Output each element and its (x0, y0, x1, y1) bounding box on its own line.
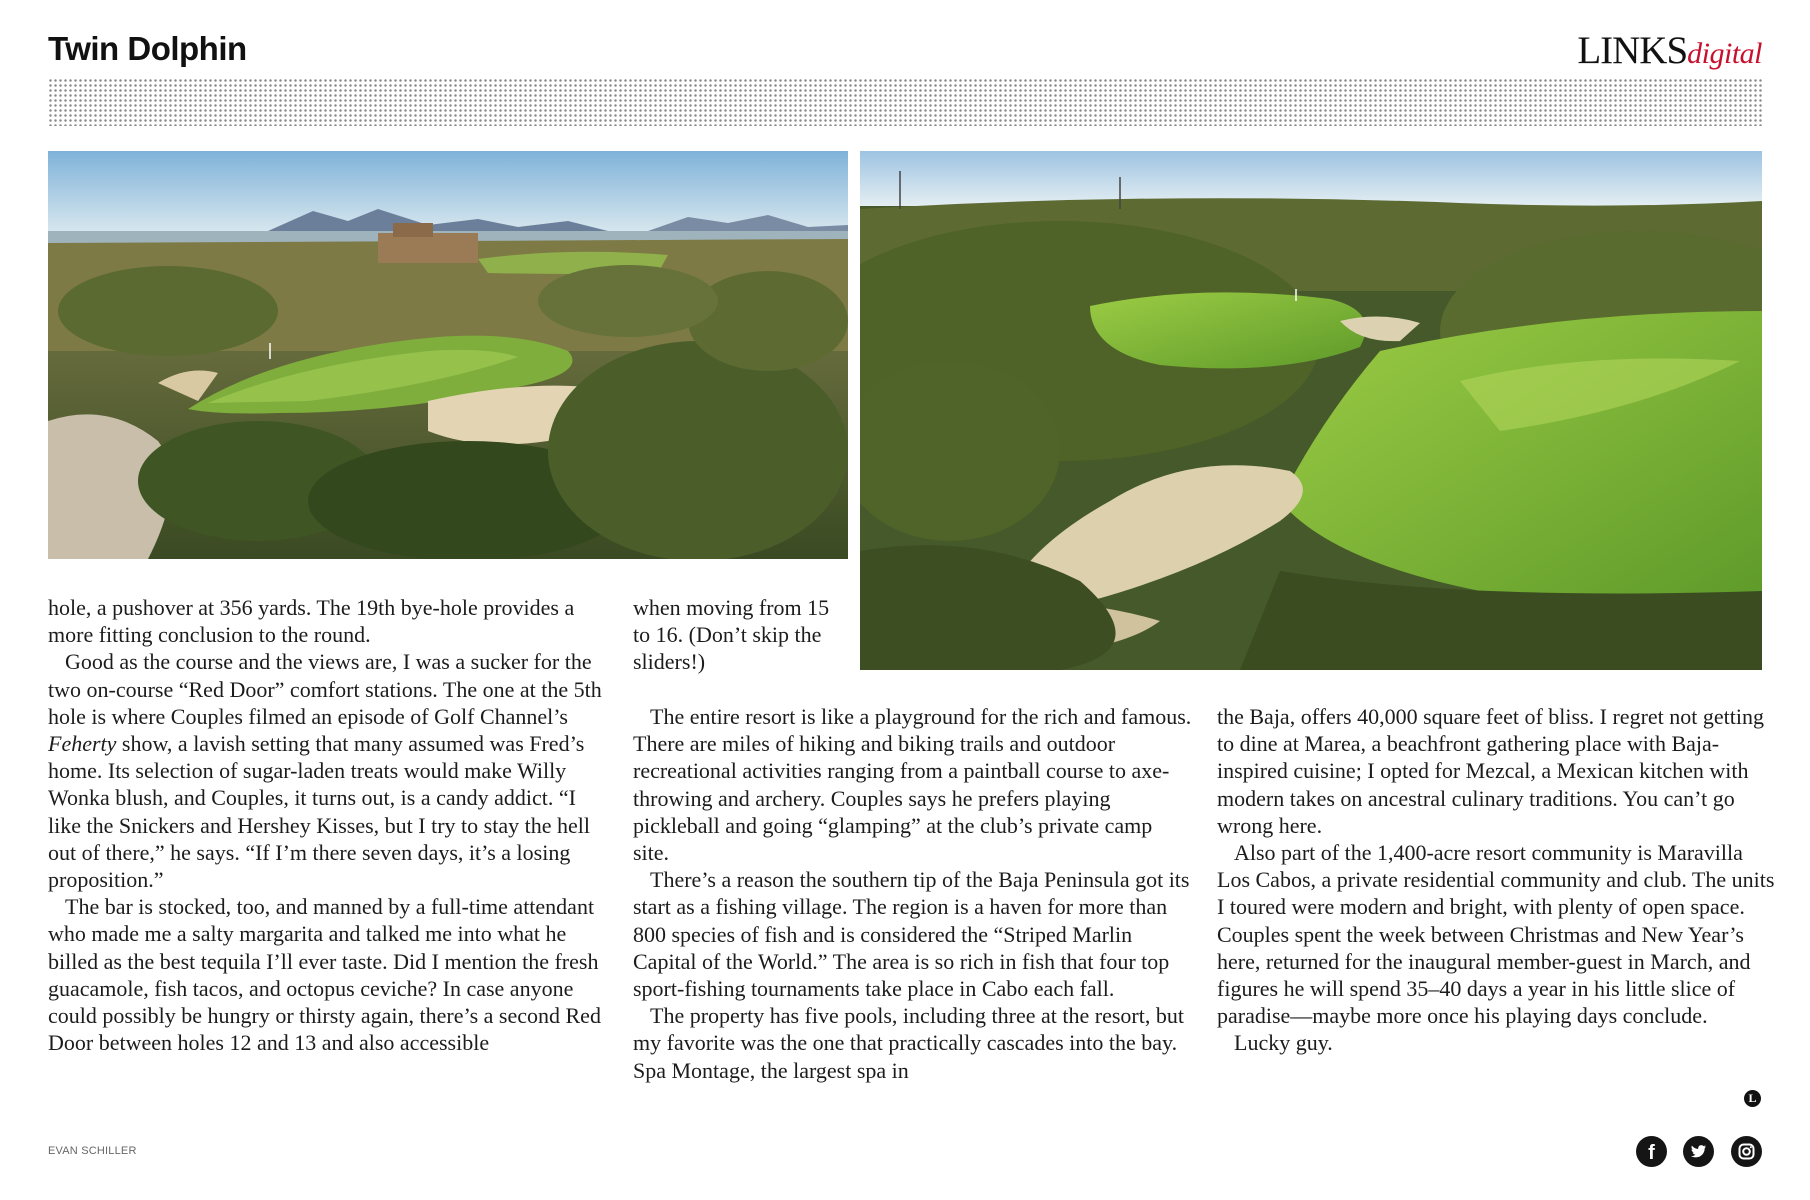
photo-golf-green-clubhouse (48, 151, 848, 559)
article-column-3 (1217, 703, 1777, 1057)
photo-left-illustration (48, 151, 848, 559)
text-run: show, a lavish setting that many assumed was Fred’s home. Its selection of sugar-laden treats would make Willy Wonka blush, and Couples, it turns out, is a candy addict. “I like the Snickers and Hershey Kisses, but I try to stay the hell out of there,” he says. “If I’m there seven days, it’s a losing proposition.” (48, 731, 590, 893)
logo-sub-text: digital (1687, 37, 1762, 70)
paragraph: The property has five pools, including three at the resort, but my favorite was the one that practically cascades into the bay. Spa Montage, the largest spa in (633, 1003, 1184, 1083)
paragraph: There’s a reason the southern tip of the Baja Peninsula got its start as a fishing village. The region is a haven for more than 800 species of fish and is considered the “Striped Marlin Capital of the World.” The area is so rich in fish that four top sport-fishing tournaments take place in Cabo each fall. (633, 867, 1190, 1002)
facebook-glyph (1636, 1136, 1667, 1167)
photo-right-illustration (860, 151, 1762, 670)
logo-main-text: LINKS (1577, 29, 1688, 72)
photo-credit: EVAN SCHILLER (48, 1145, 137, 1157)
article-column-1 (48, 594, 608, 1056)
text-run: Good as the course and the views are, I was a sucker for the two on-course “Red Door” comfort stations. The one at the 5th hole is where Couples filmed an episode of Golf Channel’s (48, 649, 602, 729)
section-title: Twin Dolphin (48, 30, 247, 67)
instagram-icon[interactable] (1731, 1136, 1762, 1167)
paragraph: Also part of the 1,400-acre resort community is Maravilla Los Cabos, a private residential community and club. The units I toured were modern and bright, with plenty of open space. Couples spent the week between Christmas and New Year’s here, returned for the inaugural member-guest in March, and figures he will spend 35–40 days a year in his little slice of paradise—maybe more once his playing days conclude. (1217, 840, 1775, 1029)
photo-fairway-canyon (860, 151, 1762, 670)
paragraph (48, 648, 608, 893)
twitter-bird-glyph (1683, 1136, 1714, 1167)
end-of-article-mark: L (1744, 1090, 1761, 1107)
facebook-icon[interactable] (1636, 1136, 1667, 1167)
article-column-2-top (633, 594, 843, 676)
paragraph: The entire resort is like a playground for the rich and famous. There are miles of hiking and biking trails and outdoor recreational activities ranging from a paintball course to axe-throwing and archery. Couples says he prefers playing pickleball and going “glamping” at the club’s private camp site. (633, 704, 1192, 866)
italic-title: Feherty (48, 731, 117, 757)
paragraph: Lucky guy. (1234, 1030, 1333, 1056)
links-digital-logo[interactable] (1577, 28, 1762, 73)
paragraph: the Baja, offers 40,000 square feet of bliss. I regret not getting to dine at Marea, a beachfront gathering place with Baja-inspired cuisine; I opted for Mezcal, a Mexican kitchen with modern takes on ancestral culinary traditions. You can’t go wrong here. (1217, 704, 1764, 838)
instagram-camera-glyph (1731, 1136, 1762, 1167)
article-column-2 (633, 703, 1193, 1084)
facebook-letter: f (1648, 1142, 1655, 1164)
paragraph: when moving from 15 to 16. (Don’t skip the sliders!) (633, 595, 830, 675)
paragraph: The bar is stocked, too, and manned by a full-time attendant who made me a salty margarita and talked me into what he billed as the best tequila I’ll ever taste. Did I mention the fresh guacamole, fish tacos, and octopus ceviche? In case anyone could possibly be hungry or thirsty again, there’s a second Red Door between holes 12 and 13 and also accessible (48, 894, 601, 1056)
paragraph: hole, a pushover at 356 yards. The 19th bye-hole provides a more fitting conclusion to the round. (48, 595, 575, 648)
halftone-divider (48, 78, 1762, 126)
twitter-icon[interactable] (1683, 1136, 1714, 1167)
